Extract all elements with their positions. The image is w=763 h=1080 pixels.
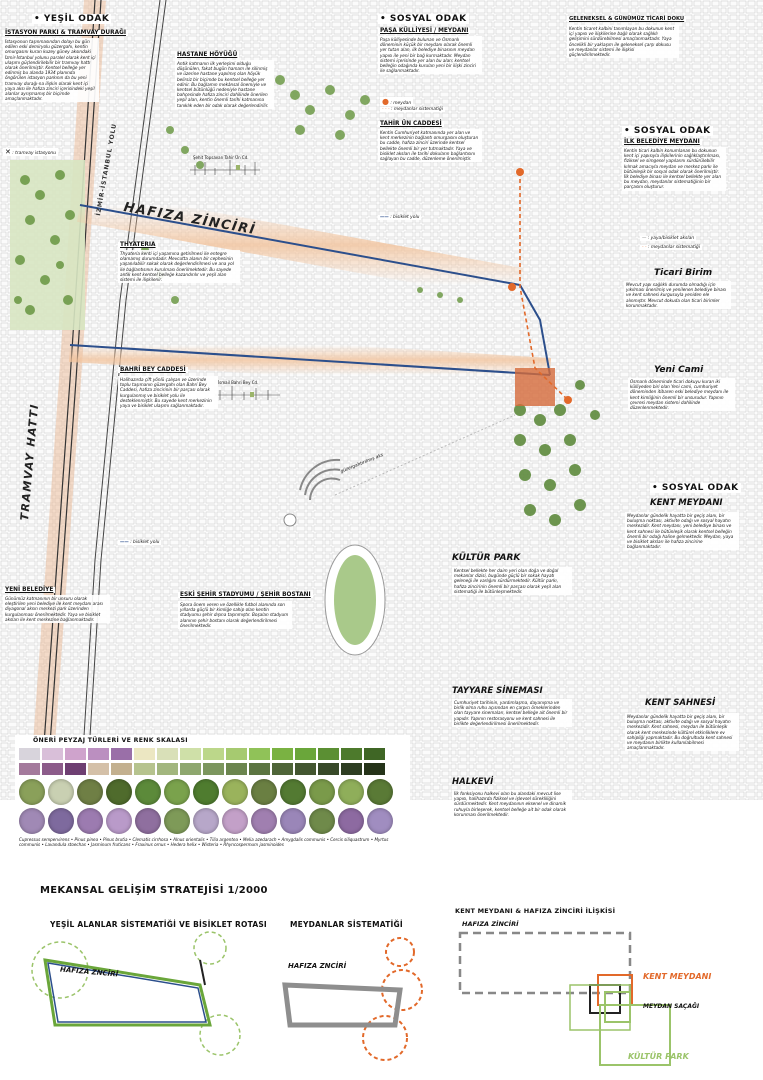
color-swatch-bottom-16 [364,763,385,775]
meydan-legend: ● : meydan [382,97,412,106]
plant-photo-row-1 [19,779,410,805]
ilk-belediye-subtitle: İLK BELEDİYE MEYDANI [624,139,700,145]
ticari-birim-title: Ticari Birim [654,268,713,278]
section-label-tahir: Şehit Topsavan Tahir Ün Cd. [193,155,249,160]
plant-photo-row-2 [19,808,410,834]
plant-photo-5 [135,779,161,805]
color-swatch-bottom-9 [203,763,224,775]
sosyal-odak-3-title: • SOSYAL ODAK [652,483,739,493]
meydanlar-legend-2: - - : meydanlar sistematiği [642,245,700,250]
color-swatch-top-11 [249,748,270,760]
yeni-cami-title: Yeni Cami [654,365,704,375]
kent-sahnesi-subtitle: KENT SAHNESİ [645,698,716,708]
hastane-text: Antik katmanın ilk yerleşimi olduğu düşünülen, fakat bugün hamam ile silinmiş ve üzerine hastane yapılmış olan höyük belirsiz bir biçimde bu kentsel belleğe yer edinir. Bu bağlamın mekânsal önemiyle ve kentsel bütünlüğü nedeniyle hastane bahçesinde hafıza zinciri dahilinde önerilen yeşil alan, kentin önemli tarihi katmanına tanıklık eden bir odak olarak değerlendirilir. [175,60,274,109]
kent-meydani-text: Meydanlar gündelik hayatta bir geçiş alanı, bir buluşma noktası, aktivite odağı ve sosyal hayatın merkezidir. Kent meydanı, yeni belediye binası ve kent sahnesi ile bütünleşik olarak kentsel belleğin önemli bir odağı haline gelmektedir. Meydan, yaya ve bisiklet aksları ile hafıza zincirine bağlanmaktadır. [625,512,739,550]
stadyum-text: Spora önem veren ve özellikle futbol alanında son yıllarda güçlü bir kimliğe sahip olan kentin stadyumu şehir dışına taşınmıştır. Boşalan stadyum alanının şehir bostanı olarak değerlendirilmesi önerilmektedir. [178,601,292,629]
color-swatch-bottom-1 [19,763,40,775]
tramvay-hatti-label: TRAMVAY HATTI [18,402,42,522]
color-swatch-top-4 [88,748,109,760]
color-swatch-top-6 [134,748,155,760]
diagram2-label: HAFIZA ZNCİRİ [288,962,347,970]
yesil-odak-subtitle: İSTASYON PARKI & TRAMVAY DURAĞI [5,30,126,36]
tramvay-legend: ✕ : tramvay istasyonu [5,148,56,156]
diagram3-hafiza: HAFIZA ZİNCİRİ [462,920,519,928]
kultur-park-subtitle: KÜLTÜR PARK [452,553,521,563]
color-swatch-top-1 [19,748,40,760]
plant-photo-2-8 [222,808,248,834]
color-swatch-bottom-5 [111,763,132,775]
yaya-legend-label: : yaya/bisiklet aksları [647,236,695,241]
tahir-text: Kentin Cumhuriyet katmanında yer alan ve kent merkezinin bağlantı omurgasını oluşturan bu cadde, hafıza zinciri üzerinde kentsel bellekte önemli bir yer tutmaktadır. Yaya ve bisiklet aksları ile tarihi dokuların bağlantısını sağlayan bu cadde, düzenleme önerilmiştir. [378,129,482,162]
sosyal-odak-2-title: • SOSYAL ODAK [624,126,711,136]
color-swatch-bottom-13 [295,763,316,775]
color-swatch-bottom-2 [42,763,63,775]
plant-photo-4 [106,779,132,805]
meydanlar-legend: - - - : meydanlar sistematiği [382,107,443,112]
color-swatch-top-16 [364,748,385,760]
plant-photo-3 [77,779,103,805]
thyateria-subtitle: THYATERIA [120,242,156,248]
color-swatch-bottom-12 [272,763,293,775]
meydanlar-legend-2-label: : meydanlar sistematiği [647,245,700,250]
ticari-birim-text: Mevcut yapı sağlıklı durumda olmadığı için yıkılması önerilmiş ve yenilenen belediye binası ve kent sahnesi kurgusuyla yeniden ele alınmıştır. Mevcut dokuda olan ticari birimler korunmaktadır. [624,281,731,309]
diagram1-label: HAFIZA ZNCİRİ [59,965,119,979]
hafiza-zinciri-label: HAFIZA ZİNCİRİ [122,200,258,239]
yesil-odak-title: • YEŞİL ODAK [34,14,110,24]
color-swatch-bottom-4 [88,763,109,775]
color-swatch-top-2 [42,748,63,760]
color-swatch-bottom-14 [318,763,339,775]
plant-photo-2-10 [280,808,306,834]
color-swatch-bottom-15 [341,763,362,775]
color-swatch-top-7 [157,748,178,760]
pasa-kulliyesi-subtitle: PAŞA KÜLLİYESİ / MEYDANI [380,28,469,34]
color-swatch-top-8 [180,748,201,760]
axis-label: güzergahtırılmış aks [340,452,385,475]
plant-photo-2-4 [106,808,132,834]
section-label-bahri: İsmail Bahri Bey Cd. [218,380,259,385]
plant-photo-2-7 [193,808,219,834]
sosyal-odak-1-title: • SOSYAL ODAK [380,14,467,24]
color-swatch-bottom-3 [65,763,86,775]
kent-sahnesi-text: Meydanlar gündelik hayatta bir geçiş alanı, bir buluşma noktası, aktivite odağı ve sosyal hayatın merkezidir. Kent sahnesi, meydan ile bütünleşik olarak kent merkezinde kültürel etkinliklere ev sahipliği yapmaktadır. Bu doğrultuda kent sahnesi ve meydanın birlikte kullanılabilmesi amaçlanmaktadır. [625,713,739,751]
plant-photo-8 [222,779,248,805]
halkevi-subtitle: HALKEVİ [452,777,494,787]
color-swatch-top-10 [226,748,247,760]
geleneksel-text: Kentin ticaret kalbini tanımlayan bu dokunun kent içi yapısı ve ilişkilerine bağlı olarak sağlıklı gelişimini sürdürebilmesi amaçlanmaktadır. Yaya öncelikli bir yaklaşım ile geleneksel çarşı dokusu ve meydanlar sistemi ile ilişkisi güçlendirilmektedir. [567,25,679,58]
swatch-row-bottom [19,763,410,775]
plant-photo-2-13 [367,808,393,834]
tahir-subtitle: TAHİR ÜN CADDESİ [380,121,442,127]
color-swatch-bottom-7 [157,763,178,775]
bisiklet-legend-2: —— : bisiklet yolu [120,540,160,545]
relation-diagram [460,933,670,1065]
plant-photo-2-6 [164,808,190,834]
yeni-belediye-text: Günümüz katmanının bir unsuru olarak eleştirilen yeni belediye ile kent meydanı arası diyagonal aksın merkezi park üzerinden kurgulanması önerilmektedir. Yaya ve bisiklet aksları ile kent merkezine bağlanmaktadır. [3,595,110,623]
bahri-subtitle: BAHRİ BEY CADDESİ [120,367,186,373]
plant-photo-10 [280,779,306,805]
plant-photo-12 [338,779,364,805]
plant-photo-7 [193,779,219,805]
plant-palette-title: ÖNERİ PEYZAJ TÜRLERİ VE RENK SKALASI [33,737,188,744]
color-swatch-top-14 [318,748,339,760]
plant-photo-2-5 [135,808,161,834]
diagram3-kultur-park: KÜLTÜR PARK [628,1052,689,1061]
meydanlar-legend-label: : meydanlar sistematiği [390,107,443,112]
bahri-text: Halihazırda çift yönlü çalışan ve üzerinde toplu taşımanın güzergahı olan Bahri Bey Caddesi, hafıza zincirinin bir parçası olarak kurgulanmış ve bisiklet yolu ile desteklenmiştir. Bu sayede kent merkezinin yaya ve bisiklet ulaşımı sağlanmaktadır. [118,376,218,409]
thyateria-text: Thyateria kenti içi yaşamına getirilmesi ile entegre olamamış durumdadır. Mevcutta alanın bir cephesinin yaşanılabilir sokak olarak değerlendirilmesi ve ana yol ile bağlantısının kurulması önerilmektedir. Bu sayede antik kent kentsel belleğe kazandırılır ve yeşil alan sistemi ile ilişkilenir. [118,250,240,283]
meydan-legend-label: : meydan [390,101,412,106]
bisiklet-legend-2-label: : bisiklet yolu [130,540,160,545]
color-swatch-top-3 [65,748,86,760]
yaya-legend: — : yaya/bisiklet aksları [642,236,695,241]
diagram3-kent-meydani: KENT MEYDANI [643,972,712,981]
strategy-title: MEKANSAL GELİŞİM STRATEJİSİ 1/2000 [40,885,268,896]
yeni-belediye-subtitle: YENİ BELEDİYE [5,587,54,593]
square-system-title: MEYDANLAR SİSTEMATİĞİ [290,920,403,929]
color-swatch-top-13 [295,748,316,760]
stadyum-subtitle: ESKİ ŞEHİR STADYUMU / ŞEHİR BOSTANI [180,592,311,598]
plant-names: Cupressus sempervirens • Pinus pinea • Pinus brutia • Clematis cirrhosa • Alnus orientalis • Tilia argentea • Melia azedarach • Amygdalis communis • Cercis siliquastrum • Myrtus communis • Lavandula stoechas • Jasminum fruticans • Fraxinus ornus • Hedera helix • Wisteria • Rhyncospermum jasminoides [19,837,389,847]
plant-photo-13 [367,779,393,805]
green-system-title: YEŞİL ALANLAR SİSTEMATİĞİ VE BİSİKLET ROTASI [50,920,267,929]
color-swatch-top-15 [341,748,362,760]
plant-photo-2-9 [251,808,277,834]
color-swatch-bottom-10 [226,763,247,775]
color-swatch-bottom-8 [180,763,201,775]
color-swatch-top-12 [272,748,293,760]
square-system-diagram [285,938,422,1060]
relation-title: KENT MEYDANI & HAFIZA ZİNCİRİ İLİŞKİSİ [455,907,616,915]
plant-photo-1 [19,779,45,805]
tayyare-text: Cumhuriyet tarihinin, yardımlaşma, dayanışma ve birlik olma ruhu açısından en çarpıcı örneklerinden olan tayyare sinemaları, kentsel belleğe ait önemli bir yapıdır. Yapının restorasyonu ve kent sahnesi ile birlikte değerlendirilmesi önerilmektedir. [452,699,572,727]
green-system-diagram [32,932,240,1055]
yeni-cami-text: Osmanlı döneminde ticari dokuyu kuran iki külliyeden biri olan Yeni cami, cumhuriyet döneminden itibaren eski belediye meydanı ile kent kimliğinin önemli bir unsurudur. Yapının çevresi meydan sistemi dahilinde düzenlenmektedir. [628,378,735,411]
color-swatch-bottom-11 [249,763,270,775]
izmir-istanbul-label: İZMİR-İSTANBUL YOLU [95,122,119,217]
swatch-row-top [19,748,410,760]
yesil-odak-text: İstasyonun taşınmasından dolayı bu gün edilen eski demiryolu güzergahı, kentin omurgasını kuran kuzey güney aksındaki İzmir-İstanbul yolunu paralel olarak kent içi ulaşımı güçlendirilebilir bir tramvay hattı olarak önerilmiştir. Kentsel belleğe yer edinmiş bu alanda 1934 planında öngörülen istasyon parkının da bu yeni tramvay durağı-na ilişkin olarak kent içi yaya aksı ile hafıza zinciri içerisindeki yeşil alanlar ayrışmamış bir biçimde amaçlanmaktadır. [3,38,99,102]
hastane-subtitle: HASTANE HÖYÜĞÜ [177,52,238,58]
halkevi-text: İlk fonksiyonu halkevi olan bu alandaki mevcut lise yapısı, halihazırda fiziksel ve işlevsel sürekliliğini sürdürmektedir. Kent meydanının eksenel ve dinamik ruhuyla birleşerek, kentsel belleğe ait bir odak olarak korunması önerilmektedir. [452,790,572,818]
plant-photo-2 [48,779,74,805]
geleneksel-subtitle: GELENEKSEL & GÜNÜMÜZ TİCARİ DOKU [569,16,685,22]
kultur-park-text: Kentsel bellekte her daim yeri olan doğa ve doğal mekanlar dizisi, bugünde güçlü bir sokak hayatı geleneği ile varlığını sürdürmektedir. Kültür parkı, hafıza zincirinin önemli bir parçası olarak yeşil alan sistematiği ile bütünleşmektedir. [452,567,572,595]
plant-palette [15,735,410,875]
plant-photo-2-12 [338,808,364,834]
pasa-kulliyesi-text: Paşa külliyesinde bulunan ve Osmanlı döneminin küçük bir meydanı olarak önemli yer tutan alan, ilk belediye binasının meydan yapısı ile yeni bir bağ kurmaktadır. Meydan sistemi içerisinde yer alan bu alan; kentsel belleğin odağında kurulan yeni bir ilişki zinciri ile sağlanmaktadır. [378,36,482,74]
tramvay-legend-label: : tramvay istasyonu [12,151,56,156]
bisiklet-legend-1: —— : bisiklet yolu [380,215,420,220]
plant-photo-6 [164,779,190,805]
tayyare-subtitle: TAYYARE SİNEMASI [452,686,543,696]
bisiklet-legend-1-label: : bisiklet yolu [390,215,420,220]
diagram3-meydan-sacagi: MEYDAN SAÇAĞI [643,1003,700,1010]
plant-photo-2-3 [77,808,103,834]
plant-photo-11 [309,779,335,805]
ilk-belediye-text: Kentin ticari kalbin konumlanan bu dokunun kent içi yapısıyla ilişkilerinin sağlıklaştırılması, fiziksel ve simgesel yapılarını sürdürülebilir kılmak amacıyla meydan ve merkez parkı ile bütünleşik bir sosyal odak olarak önerilmiştir. İlk belediye binası ile kentsel bellekte yer alan bu meydan, meydanlar sistematiğinin bir parçasını oluşturur. [622,147,726,191]
color-swatch-top-9 [203,748,224,760]
plant-photo-9 [251,779,277,805]
color-swatch-top-5 [111,748,132,760]
plant-photo-2-11 [309,808,335,834]
color-swatch-bottom-6 [134,763,155,775]
plant-photo-2-1 [19,808,45,834]
kent-meydani-subtitle: KENT MEYDANI [650,498,723,508]
plant-photo-2-2 [48,808,74,834]
